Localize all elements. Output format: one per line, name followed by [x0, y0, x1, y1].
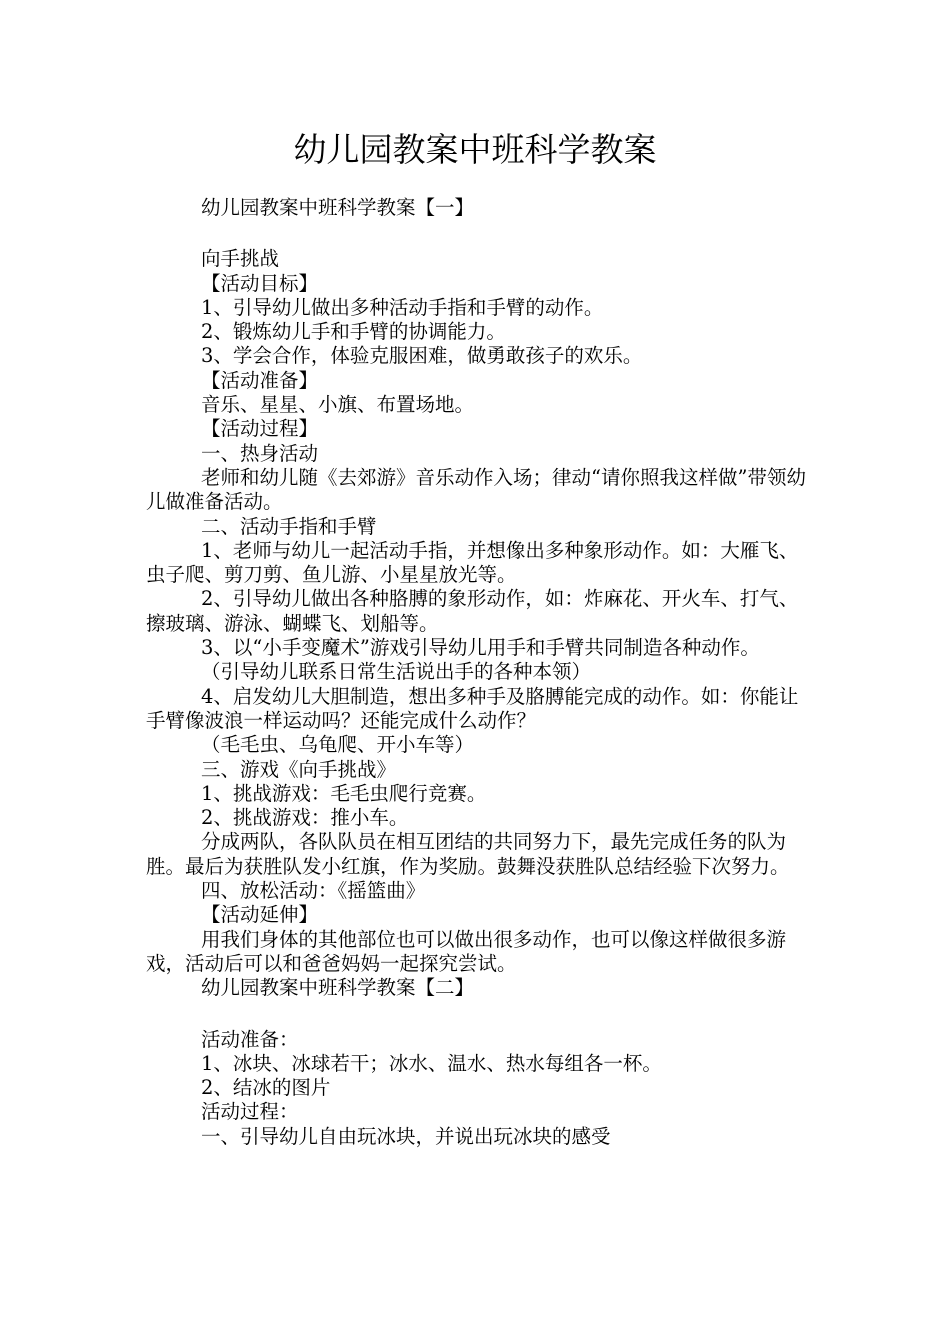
document-title: 幼儿园教案中班科学教案	[293, 130, 657, 169]
document-body	[146, 196, 816, 1149]
paragraph-line: 【活动过程】	[201, 417, 319, 441]
paragraph-line: 1、引导幼儿做出多种活动手指和手臂的动作。	[201, 295, 604, 319]
paragraph-line: 活动过程：	[201, 1100, 299, 1124]
paragraph-line: 四、放松活动：《摇篮曲》	[201, 879, 426, 903]
paragraph-line: 一、引导幼儿自由玩冰块，并说出玩冰块的感受	[201, 1124, 611, 1148]
paragraph-gap	[146, 1001, 816, 1028]
paragraph-line: 3、以“小手变魔术”游戏引导幼儿用手和手臂共同制造各种动作。	[201, 636, 760, 660]
paragraph-line: 【活动目标】	[201, 271, 319, 295]
paragraph-line: 用我们身体的其他部位也可以做出很多动作，也可以像这样做很多游戏，活动后可以和爸爸妈妈一起探究尝试。	[146, 927, 787, 975]
paragraph-gap	[146, 220, 816, 247]
paragraph-line: 音乐、星星、小旗、布置场地。	[201, 393, 475, 417]
paragraph-line: 4、启发幼儿大胆制造，想出多种手及胳膊能完成的动作。如：你能让手臂像波浪一样运动吗？还能完成什么动作？	[146, 684, 799, 732]
paragraph-line: 3、学会合作，体验克服困难，做勇敢孩子的欢乐。	[201, 344, 643, 368]
paragraph-line: 一、热身活动	[201, 441, 319, 465]
paragraph-line: 【活动准备】	[201, 368, 319, 392]
paragraph-line: 1、冰块、冰球若干；冰水、温水、热水每组各一杯。	[201, 1051, 662, 1075]
paragraph-line: 2、锻炼幼儿手和手臂的协调能力。	[201, 320, 506, 344]
paragraph-line: （毛毛虫、乌龟爬、开小车等）	[201, 733, 475, 757]
paragraph-line: 2、引导幼儿做出各种胳膊的象形动作，如：炸麻花、开火车、打气、擦玻璃、游泳、蝴蝶飞、划船等。	[146, 587, 799, 635]
paragraph-line: 分成两队，各队队员在相互团结的共同努力下，最先完成任务的队为胜。最后为获胜队发小红旗，作为奖励。鼓舞没获胜队总结经验下次努力。	[146, 830, 790, 878]
paragraph-line: 二、活动手指和手臂	[201, 514, 377, 538]
paragraph-line: 活动准备：	[201, 1027, 299, 1051]
paragraph-line: （引导幼儿联系日常生活说出手的各种本领）	[201, 660, 592, 684]
paragraph-line: 2、挑战游戏：推小车。	[201, 806, 409, 830]
paragraph-line: 1、挑战游戏：毛毛虫爬行竞赛。	[201, 781, 487, 805]
paragraph-line: 向手挑战	[201, 247, 280, 271]
paragraph-line: 【活动延伸】	[201, 903, 319, 927]
paragraph-line: 三、游戏《向手挑战》	[201, 757, 397, 781]
paragraph-line: 幼儿园教案中班科学教案【二】	[201, 976, 475, 1000]
paragraph-line: 幼儿园教案中班科学教案【一】	[201, 196, 475, 219]
paragraph-line: 1、老师与幼儿一起活动手指，并想像出多种象形动作。如：大雁飞、虫子爬、剪刀剪、鱼儿游、小星星放光等。	[146, 538, 799, 587]
paragraph-line: 2、结冰的图片	[201, 1076, 331, 1100]
paragraph-line: 老师和幼儿随《去郊游》音乐动作入场；律动“请你照我这样做”带领幼儿做准备活动。	[146, 465, 806, 514]
